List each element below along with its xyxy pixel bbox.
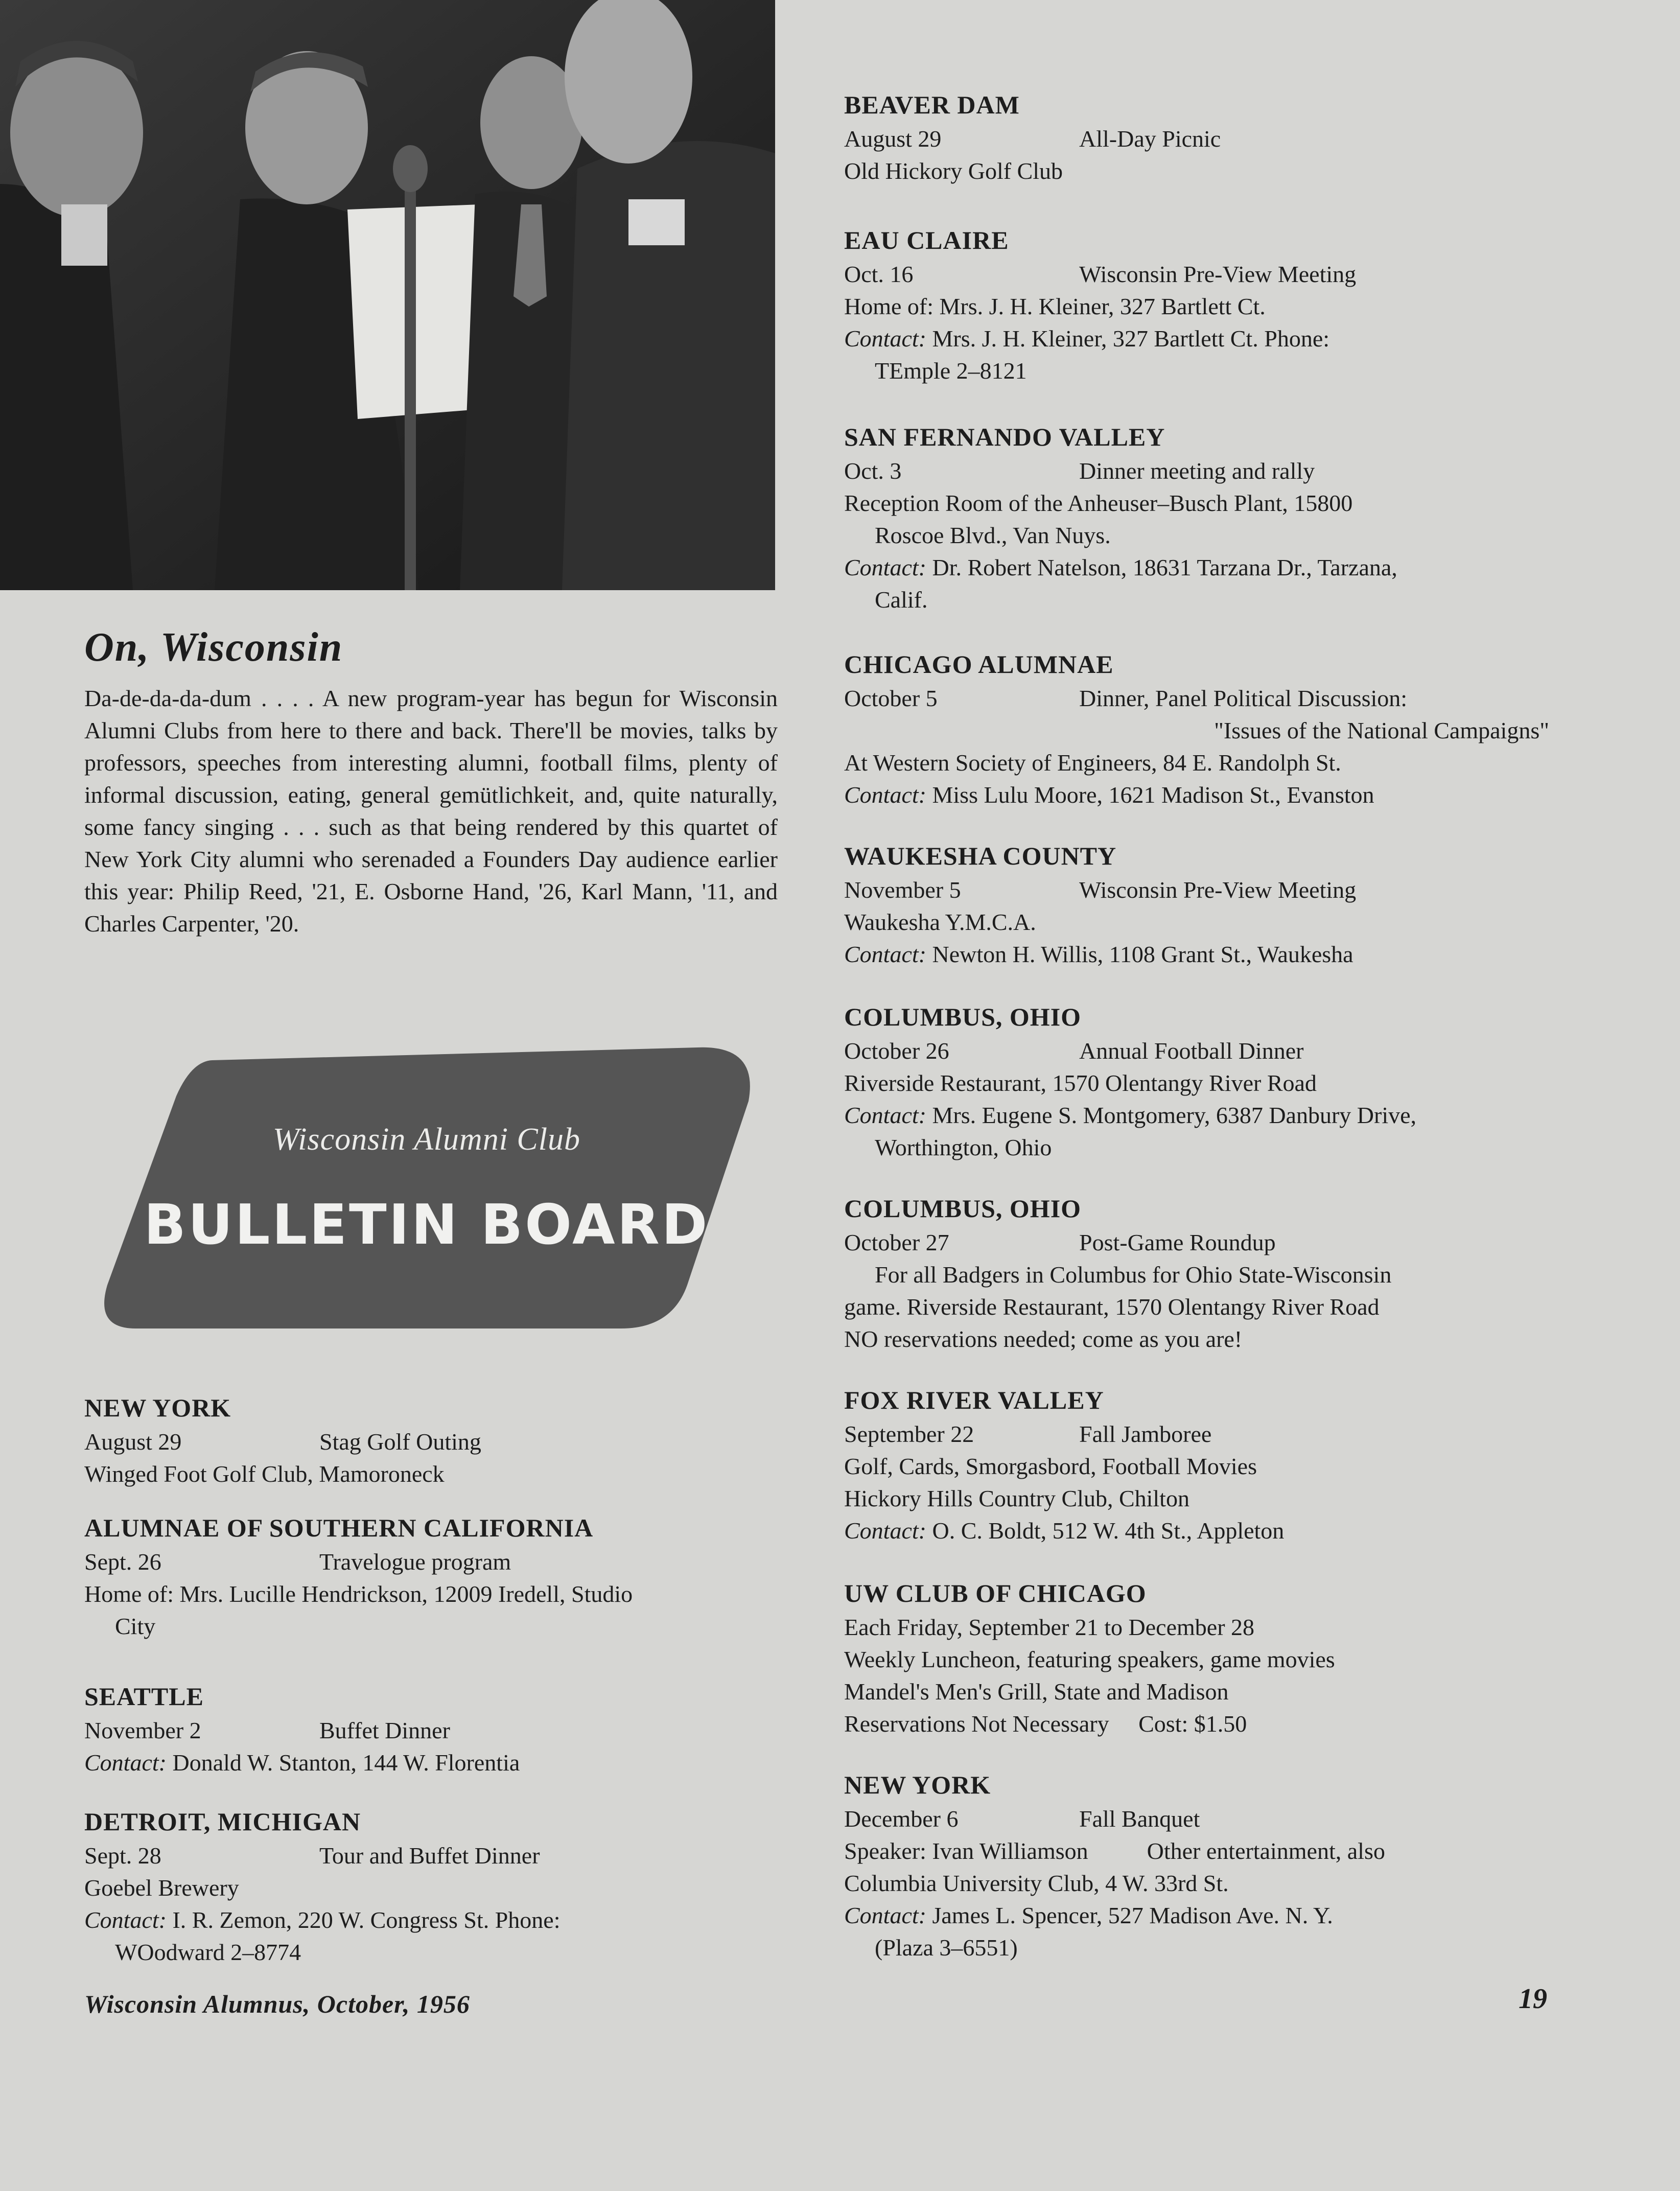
contact-text: Mrs. J. H. Kleiner, 327 Bartlett Ct. Phone: — [932, 325, 1330, 352]
event-detail-line: WOodward 2–8774 — [115, 1939, 301, 1965]
event-heading: SAN FERNANDO VALLEY — [844, 423, 1165, 451]
event-date-row — [844, 123, 1549, 155]
event-detail-line: game. Riverside Restaurant, 1570 Olentangy River Road — [844, 1294, 1380, 1320]
event-date-row — [844, 1035, 1549, 1067]
event-date: November 2 — [84, 1717, 201, 1743]
event-detail-line: TEmple 2–8121 — [875, 358, 1027, 384]
event-detail-line — [844, 322, 1549, 355]
event-date-row — [84, 1546, 784, 1578]
event-detail-line: Home of: Mrs. J. H. Kleiner, 327 Bartlett Ct. — [844, 293, 1266, 319]
event-date-row — [844, 1418, 1549, 1450]
bulletin-script: Wisconsin Alumni Club — [272, 1122, 580, 1157]
event-detail-line: Reception Room of the Anheuser–Busch Plant, 15800 — [844, 490, 1353, 516]
event-detail-line: Columbia University Club, 4 W. 33rd St. — [844, 1870, 1229, 1896]
event-title: Stag Golf Outing — [319, 1429, 481, 1455]
event-heading: FOX RIVER VALLEY — [844, 1386, 1104, 1414]
event-detail-line: Reservations Not Necessary Cost: $1.50 — [844, 1711, 1247, 1737]
contact-text: Newton H. Willis, 1108 Grant St., Waukesha — [932, 941, 1354, 967]
event-detail-line: Riverside Restaurant, 1570 Olentangy River Road — [844, 1070, 1317, 1096]
event-date: November 5 — [844, 877, 961, 903]
event-block — [844, 1191, 1549, 1355]
event-block — [844, 838, 1549, 970]
event-heading: WAUKESHA COUNTY — [844, 842, 1117, 870]
contact-text: James L. Spencer, 527 Madison Ave. N. Y. — [932, 1902, 1333, 1928]
event-block — [84, 1679, 784, 1779]
event-block — [844, 1382, 1549, 1547]
event-date-row — [844, 1226, 1549, 1258]
badge-shape-icon — [95, 1045, 759, 1331]
contact-label: Contact: — [844, 941, 926, 967]
event-block — [844, 999, 1549, 1163]
event-date: Sept. 26 — [84, 1549, 161, 1575]
event-date: December 6 — [844, 1806, 959, 1832]
event-title: Dinner, Panel Political Discussion: — [1079, 685, 1408, 711]
bulletin-title: BULLETIN BOARD — [144, 1193, 710, 1257]
event-detail-line: Goebel Brewery — [84, 1875, 239, 1901]
event-block — [844, 1575, 1549, 1740]
event-title: All-Day Picnic — [1079, 126, 1221, 152]
event-detail-line: Roscoe Blvd., Van Nuys. — [875, 522, 1111, 548]
event-detail-line — [844, 779, 1549, 811]
event-date: Oct. 16 — [844, 261, 914, 287]
event-detail-line: Home of: Mrs. Lucille Hendrickson, 12009 Iredell, Studio — [84, 1581, 633, 1607]
event-detail-line: At Western Society of Engineers, 84 E. Randolph St. — [844, 750, 1341, 776]
event-heading: COLUMBUS, OHIO — [844, 1003, 1082, 1031]
event-date-row — [84, 1714, 784, 1746]
event-heading: BEAVER DAM — [844, 90, 1020, 119]
contact-label: Contact: — [844, 554, 926, 580]
event-block — [84, 1804, 784, 1968]
event-date: October 5 — [844, 685, 938, 711]
event-date: September 22 — [844, 1421, 974, 1447]
event-date: August 29 — [84, 1429, 182, 1455]
contact-label: Contact: — [844, 1102, 926, 1128]
event-date-row — [844, 874, 1549, 906]
event-block — [844, 646, 1549, 811]
event-date-row — [844, 455, 1549, 487]
event-detail-line: For all Badgers in Columbus for Ohio State-Wisconsin — [875, 1262, 1392, 1288]
event-detail-line: Worthington, Ohio — [875, 1134, 1052, 1160]
intro-title: On, Wisconsin — [84, 625, 343, 670]
contact-label: Contact: — [84, 1750, 167, 1776]
event-block — [84, 1510, 784, 1642]
event-block — [844, 222, 1549, 387]
event-heading: UW CLUB OF CHICAGO — [844, 1579, 1147, 1607]
event-detail-line: NO reservations needed; come as you are! — [844, 1326, 1243, 1352]
event-detail-line: Hickory Hills Country Club, Chilton — [844, 1485, 1189, 1511]
event-date: Oct. 3 — [844, 458, 902, 484]
event-title: Fall Jamboree — [1079, 1421, 1212, 1447]
quartet-singers-icon — [0, 0, 775, 590]
event-title: Wisconsin Pre-View Meeting — [1079, 261, 1357, 287]
quartet-photo — [0, 0, 775, 590]
contact-text: O. C. Boldt, 512 W. 4th St., Appleton — [932, 1518, 1285, 1544]
event-title: Fall Banquet — [1079, 1806, 1200, 1832]
event-date-row — [84, 1839, 784, 1872]
event-detail-line: (Plaza 3–6551) — [875, 1934, 1018, 1961]
event-detail-line — [84, 1746, 784, 1779]
event-heading: NEW YORK — [84, 1393, 231, 1422]
event-detail-line: Each Friday, September 21 to December 28 — [844, 1614, 1255, 1640]
event-detail-line — [844, 938, 1549, 970]
contact-label: Contact: — [844, 325, 926, 352]
page-number: 19 — [1519, 1983, 1547, 2015]
contact-label: Contact: — [844, 1518, 926, 1544]
contact-label: Contact: — [844, 782, 926, 808]
event-title: Wisconsin Pre-View Meeting — [1079, 877, 1357, 903]
contact-text: Miss Lulu Moore, 1621 Madison St., Evanston — [932, 782, 1374, 808]
event-detail-line — [844, 1899, 1549, 1931]
event-detail-line: Calif. — [875, 587, 928, 613]
event-date: August 29 — [844, 126, 942, 152]
event-date-row — [844, 1803, 1549, 1835]
contact-text: I. R. Zemon, 220 W. Congress St. Phone: — [172, 1907, 561, 1933]
event-title: Tour and Buffet Dinner — [319, 1843, 540, 1869]
event-heading: CHICAGO ALUMNAE — [844, 650, 1114, 679]
event-date: October 27 — [844, 1229, 949, 1255]
event-heading: ALUMNAE OF SOUTHERN CALIFORNIA — [84, 1513, 594, 1542]
contact-label: Contact: — [84, 1907, 167, 1933]
event-date: Sept. 28 — [84, 1843, 161, 1869]
intro-text: Da-de-da-da-dum . . . . A new program-year has begun for Wisconsin Alumni Clubs from here to there and back. There'll be movies, talks by professors, speeches from interesting alumni, football films, plenty of informal discussion, eating, general gemütlichkeit, and, quite naturally, some fancy singing . . . such as that being rendered by this quartet of New York City alumni who serenaded a Founders Day audience earlier this year: Philip Reed, '21, E. Osborne Hand, '26, Karl Mann, '11, and Charles Carpenter, '20. — [84, 685, 778, 937]
contact-text: Donald W. Stanton, 144 W. Florentia — [172, 1750, 520, 1776]
event-date-row — [84, 1426, 784, 1458]
event-heading: COLUMBUS, OHIO — [844, 1194, 1082, 1223]
event-block — [844, 419, 1549, 616]
event-date: October 26 — [844, 1038, 949, 1064]
event-date-row — [844, 258, 1549, 290]
footer-issue: Wisconsin Alumnus, October, 1956 — [84, 1990, 470, 2018]
event-heading: EAU CLAIRE — [844, 226, 1009, 254]
event-detail-line: Golf, Cards, Smorgasbord, Football Movies — [844, 1453, 1257, 1479]
event-detail-line: Winged Foot Golf Club, Mamoroneck — [84, 1461, 445, 1487]
event-detail-line — [844, 1514, 1549, 1547]
event-title: Dinner meeting and rally — [1079, 458, 1315, 484]
event-detail-line: Mandel's Men's Grill, State and Madison — [844, 1679, 1229, 1705]
event-title: Post-Game Roundup — [1079, 1229, 1276, 1255]
event-detail-line: Weekly Luncheon, featuring speakers, game movies — [844, 1646, 1335, 1672]
event-detail-line — [844, 551, 1549, 584]
event-detail-line: City — [115, 1613, 156, 1639]
event-heading: NEW YORK — [844, 1770, 991, 1799]
event-date-row — [844, 682, 1549, 714]
event-detail-line: Old Hickory Golf Club — [844, 158, 1063, 184]
event-detail-line — [844, 1099, 1549, 1131]
contact-text: Dr. Robert Natelson, 18631 Tarzana Dr., Tarzana, — [932, 554, 1397, 580]
contact-label: Contact: — [844, 1902, 926, 1928]
event-block — [844, 87, 1549, 187]
event-heading: DETROIT, MICHIGAN — [84, 1807, 361, 1836]
event-block — [844, 1767, 1549, 1964]
bulletin-board-badge — [95, 1045, 759, 1334]
event-block — [84, 1390, 784, 1490]
event-title: Buffet Dinner — [319, 1717, 450, 1743]
event-detail-line: Waukesha Y.M.C.A. — [844, 909, 1036, 935]
event-detail-line — [84, 1904, 784, 1936]
event-detail-line: "Issues of the National Campaigns" — [1214, 717, 1549, 743]
event-title: Annual Football Dinner — [1079, 1038, 1304, 1064]
event-detail-line: Speaker: Ivan Williamson Other entertainment, also — [844, 1838, 1385, 1864]
event-heading: SEATTLE — [84, 1682, 204, 1711]
event-title: Travelogue program — [319, 1549, 511, 1575]
contact-text: Mrs. Eugene S. Montgomery, 6387 Danbury Drive, — [932, 1102, 1417, 1128]
